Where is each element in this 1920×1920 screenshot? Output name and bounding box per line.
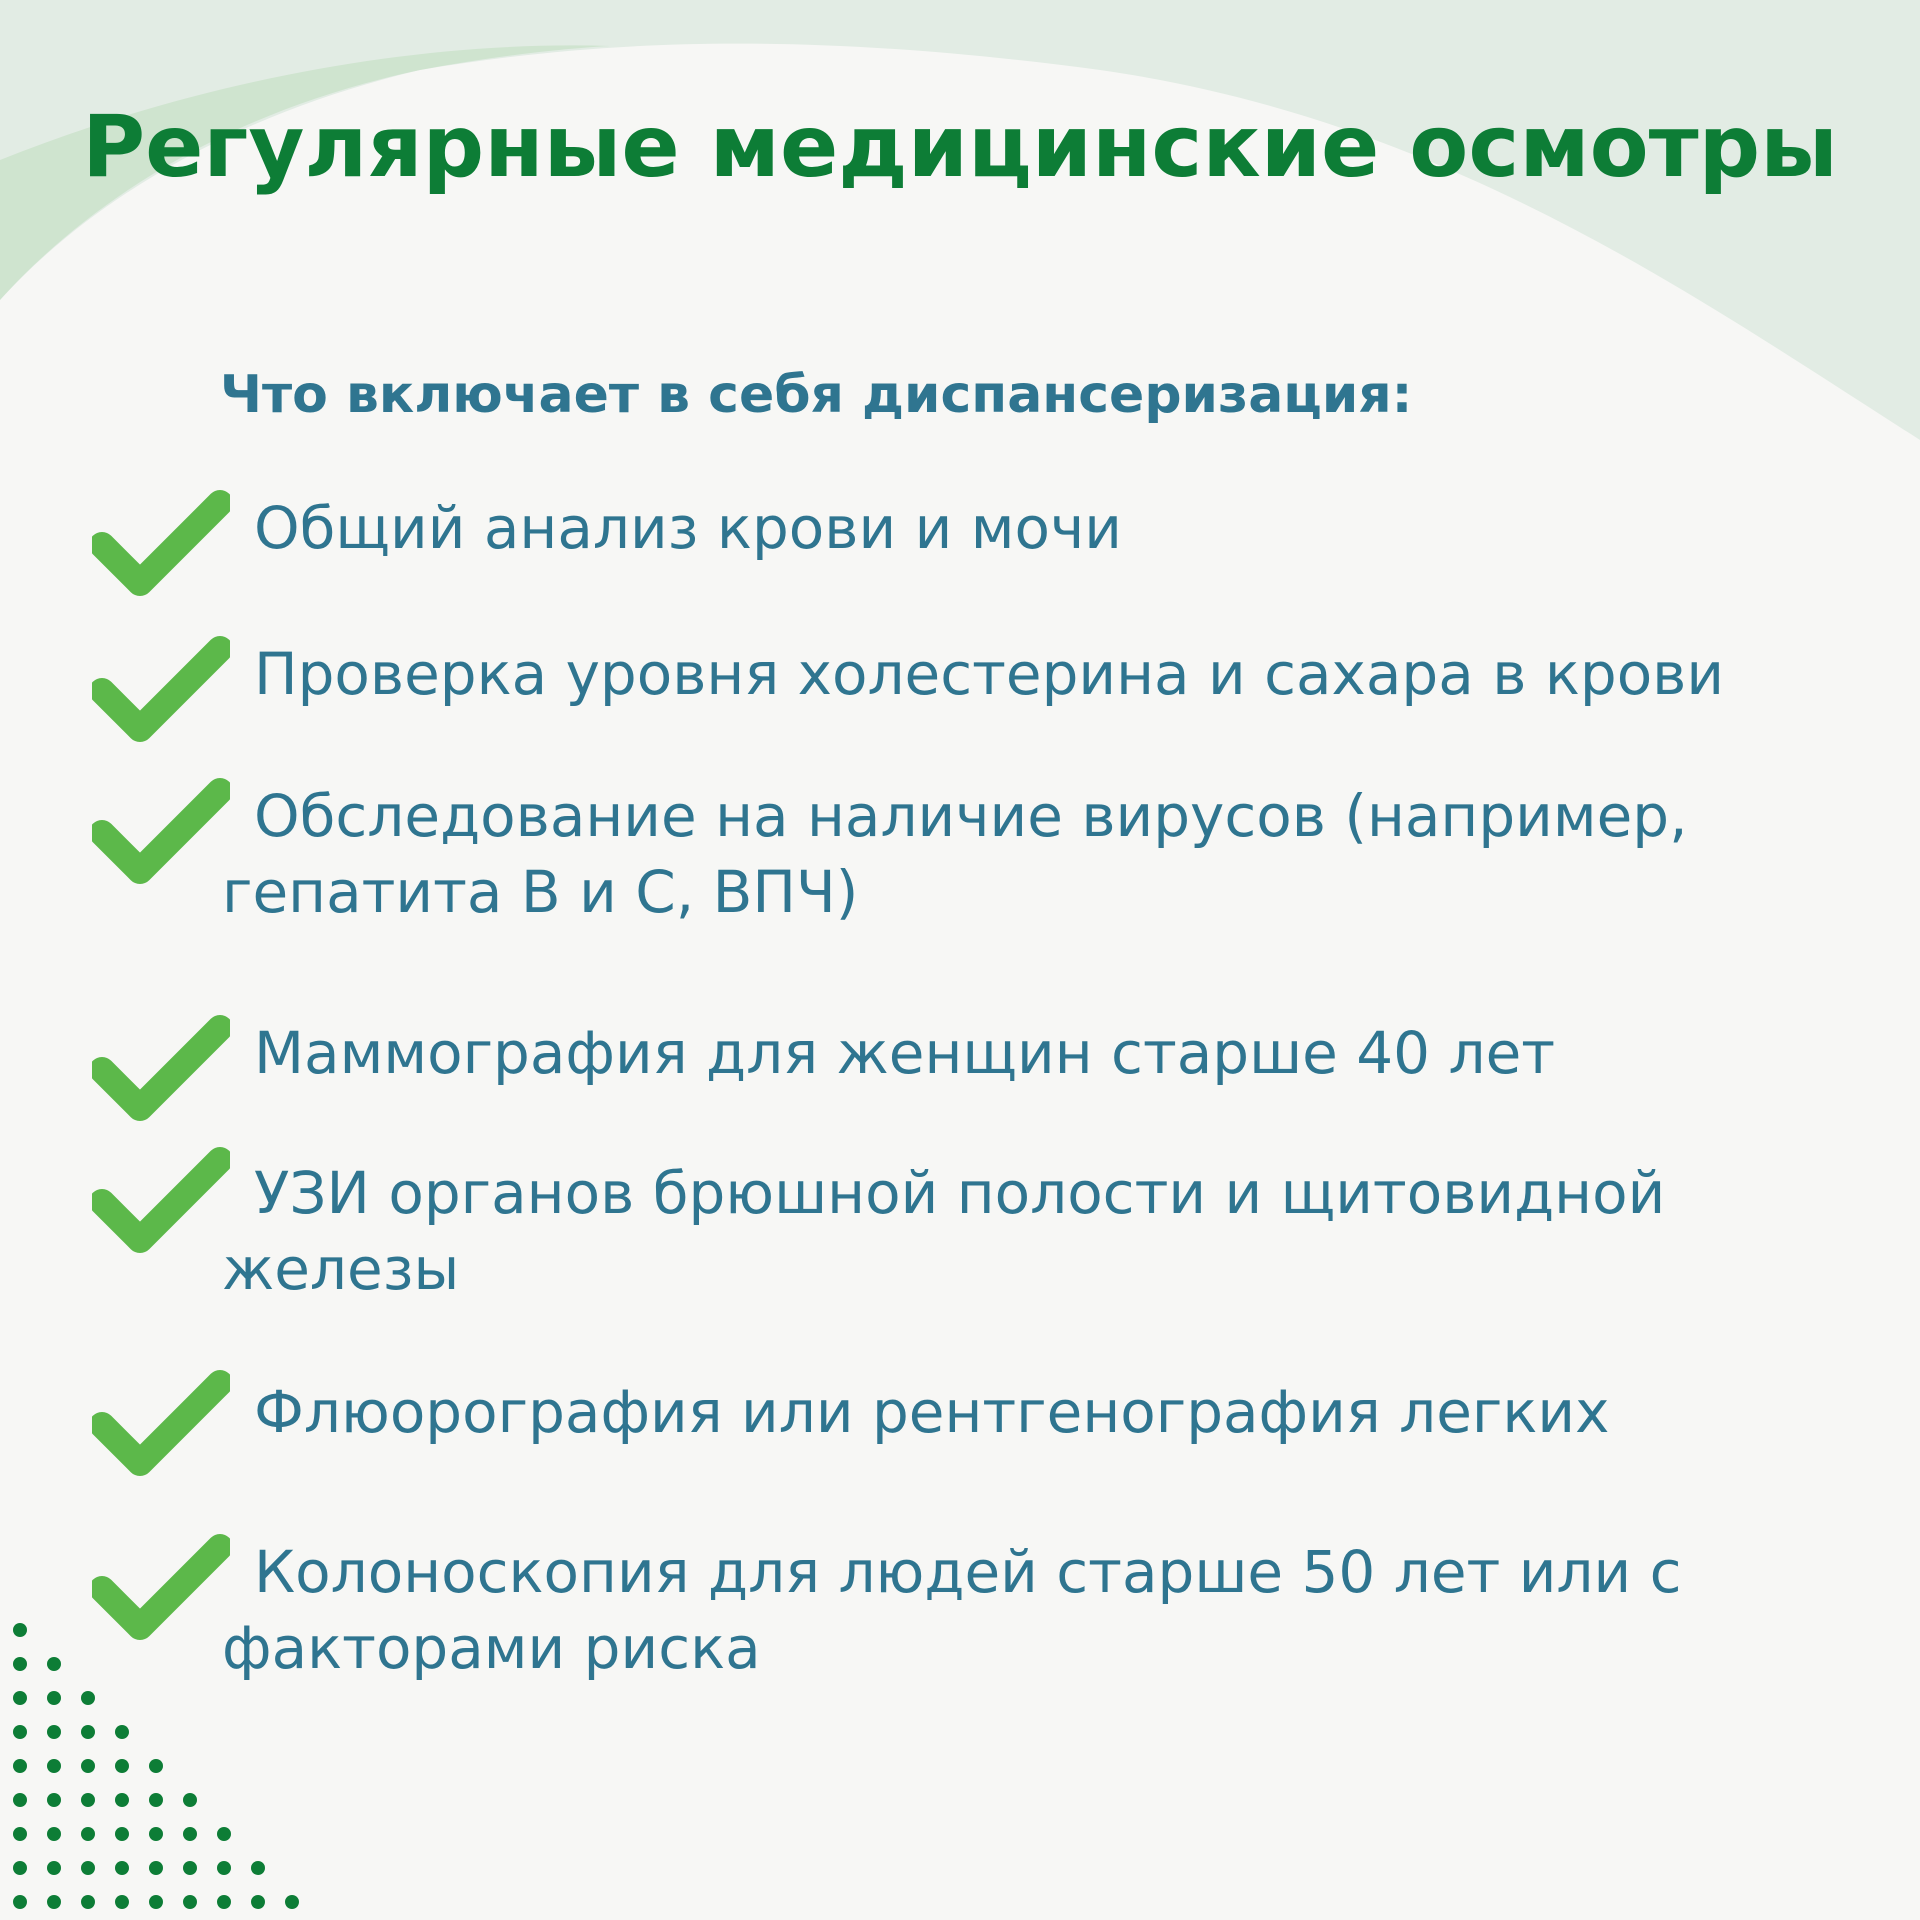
decorative-dot	[149, 1793, 163, 1807]
check-icon	[92, 1370, 230, 1480]
list-item-text: Колоноскопия для людей старше 50 лет или с факторами риска	[222, 1538, 1682, 1682]
decorative-dot	[183, 1793, 197, 1807]
decorative-dot	[115, 1861, 129, 1875]
decorative-dot	[285, 1895, 299, 1909]
decorative-dot	[47, 1861, 61, 1875]
decorative-dot	[47, 1827, 61, 1841]
decorative-dot	[47, 1793, 61, 1807]
decorative-dot	[149, 1895, 163, 1909]
decorative-dot	[183, 1861, 197, 1875]
decorative-dot	[13, 1827, 27, 1841]
decorative-dot	[47, 1759, 61, 1773]
page-title: Регулярные медицинские осмотры	[82, 97, 1838, 197]
list-item-text: УЗИ органов брюшной полости и щитовидной железы	[222, 1159, 1666, 1303]
decorative-dot	[115, 1793, 129, 1807]
decorative-dot	[149, 1759, 163, 1773]
decorative-dot	[251, 1895, 265, 1909]
list-item-text: Обследование на наличие вирусов (например, гепатита В и С, ВПЧ)	[222, 782, 1688, 926]
list-item-text: Маммография для женщин старше 40 лет	[254, 1019, 1556, 1087]
decorative-dot	[81, 1827, 95, 1841]
decorative-dot	[47, 1895, 61, 1909]
list-item	[0, 1370, 1920, 1530]
decorative-dot	[13, 1759, 27, 1773]
list-item-text: Общий анализ крови и мочи	[254, 494, 1122, 562]
decorative-dot	[81, 1895, 95, 1909]
check-icon	[92, 490, 230, 600]
check-icon	[92, 1015, 230, 1125]
decorative-dot	[81, 1725, 95, 1739]
list-item-text: Проверка уровня холестерина и сахара в крови	[254, 640, 1725, 708]
check-icon	[92, 1534, 230, 1644]
list-item	[0, 778, 1920, 938]
decorative-dot	[13, 1725, 27, 1739]
list-item	[0, 1147, 1920, 1307]
decorative-dot	[81, 1793, 95, 1807]
decorative-dot	[115, 1725, 129, 1739]
decorative-dot	[115, 1827, 129, 1841]
decorative-dot	[13, 1895, 27, 1909]
decorative-dot	[81, 1759, 95, 1773]
decorative-dot	[217, 1827, 231, 1841]
list-item	[0, 490, 1920, 650]
decorative-dot	[217, 1861, 231, 1875]
decorative-dot	[183, 1895, 197, 1909]
decorative-dot	[183, 1827, 197, 1841]
decorative-dot	[251, 1861, 265, 1875]
check-icon	[92, 1147, 230, 1257]
decorative-dot	[149, 1827, 163, 1841]
list-item	[0, 1534, 1920, 1694]
list-item	[0, 636, 1920, 796]
decorative-dot	[149, 1861, 163, 1875]
list-item-text: Флюорография или рентгенография легких	[254, 1378, 1610, 1446]
decorative-dot	[115, 1759, 129, 1773]
check-icon	[92, 778, 230, 888]
check-icon	[92, 636, 230, 746]
section-subtitle: Что включает в себя диспансеризация:	[220, 365, 1413, 425]
decorative-dot	[47, 1725, 61, 1739]
decorative-dot	[115, 1895, 129, 1909]
decorative-dot	[81, 1861, 95, 1875]
decorative-dot	[13, 1861, 27, 1875]
decorative-dot	[217, 1895, 231, 1909]
decorative-dot	[13, 1793, 27, 1807]
